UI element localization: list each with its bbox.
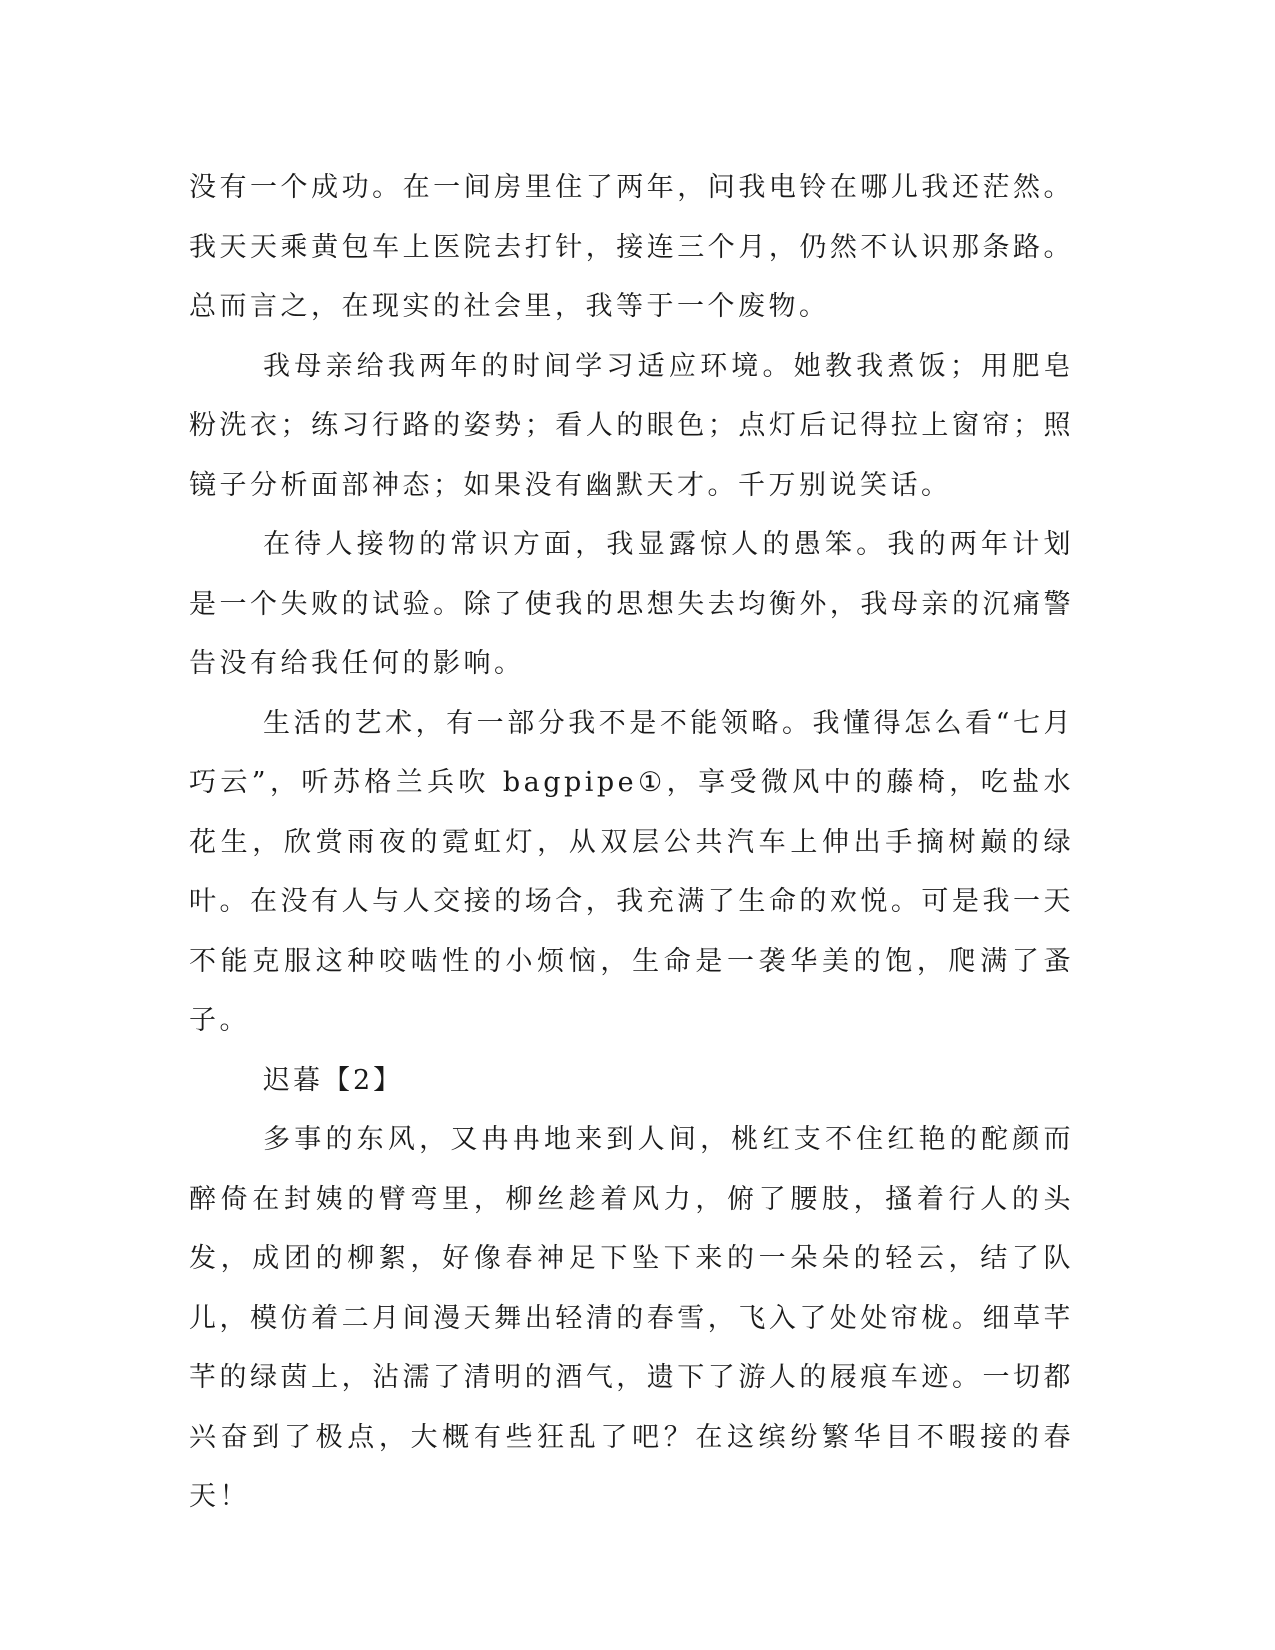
paragraph-3: 在待人接物的常识方面，我显露惊人的愚笨。我的两年计划是一个失败的试验。除了使我的思想失去均衡外，我母亲的沉痛警告没有给我任何的影响。 xyxy=(189,529,1074,679)
paragraph-1: 没有一个成功。在一间房里住了两年，问我电铃在哪儿我还茫然。我天天乘黄包车上医院去打针，接连三个月，仍然不认识那条路。总而言之，在现实的社会里，我等于一个废物。 xyxy=(189,172,1074,322)
paragraph-5: 多事的东风，又冉冉地来到人间，桃红支不住红艳的酡颜而醉倚在封姨的臂弯里，柳丝趁着风力，俯了腰肢，搔着行人的头发，成团的柳絮，好像春神足下坠下来的一朵朵的轻云，结了队儿，模仿着二月间漫天舞出轻清的春雪，飞入了处处帘栊。细草芊芊的绿茵上，沾濡了清明的酒气，遗下了游人的屐痕车迹。一切都兴奋到了极点，大概有些狂乱了吧？在这缤纷繁华目不暇接的春天！ xyxy=(189,1124,1074,1512)
paragraph-2: 我母亲给我两年的时间学习适应环境。她教我煮饭；用肥皂粉洗衣；练习行路的姿势；看人的眼色；点灯后记得拉上窗帘；照镜子分析面部神态；如果没有幽默天才。千万别说笑话。 xyxy=(189,350,1074,501)
section-heading: 迟暮【2】 xyxy=(263,1064,404,1096)
document-page xyxy=(189,158,1074,1527)
paragraph-4: 生活的艺术，有一部分我不是不能领略。我懂得怎么看“七月巧云”，听苏格兰兵吹 bagpipe①，享受微风中的藤椅，吃盐水花生，欣赏雨夜的霓虹灯，从双层公共汽车上伸出手摘树巅的绿叶。在没有人与人交接的场合，我充满了生命的欢悦。可是我一天不能克服这种咬啮性的小烦恼，生命是一袭华美的饱，爬满了蚤子。 xyxy=(189,707,1074,1036)
